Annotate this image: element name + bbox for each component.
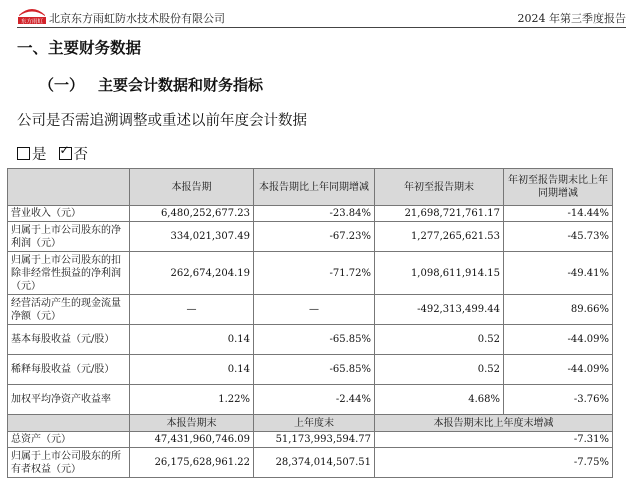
table-row xyxy=(8,222,613,252)
restatement-options xyxy=(17,143,100,164)
header-cell: 本报告期比上年同期增减 xyxy=(254,169,375,206)
cell-ytd-change: -49.41% xyxy=(504,252,613,295)
cell-current-end: 26,175,628,961.22 xyxy=(130,448,254,478)
cell-current: 262,674,204.19 xyxy=(130,252,254,295)
cell-current-change: -2.44% xyxy=(254,385,375,415)
cell-ytd-change: 89.66% xyxy=(504,295,613,325)
cell-ytd-change: -3.76% xyxy=(504,385,613,415)
table-row xyxy=(8,385,613,415)
cell-current: — xyxy=(130,295,254,325)
table-subheader-row xyxy=(8,415,613,432)
cell-change: -7.31% xyxy=(375,432,613,448)
cell-current-change: -67.23% xyxy=(254,222,375,252)
cell-current-change: -71.72% xyxy=(254,252,375,295)
cell-ytd-change: -44.09% xyxy=(504,325,613,355)
header-cell: 本报告期末 xyxy=(130,415,254,432)
table-row xyxy=(8,206,613,222)
header-cell: 本报告期末比上年度末增减 xyxy=(375,415,613,432)
row-label: 营业收入（元） xyxy=(8,206,130,222)
header-divider xyxy=(17,27,626,28)
option-yes-label: 是 xyxy=(32,147,47,163)
cell-current: 0.14 xyxy=(130,355,254,385)
section-title: 一、主要财务数据 xyxy=(17,38,142,57)
checkbox-unchecked-icon[interactable] xyxy=(17,147,30,160)
table-header-row xyxy=(8,169,613,206)
svg-text:东方雨虹: 东方雨虹 xyxy=(20,19,44,25)
cell-last-year-end: 51,173,993,594.77 xyxy=(254,432,375,448)
table-row xyxy=(8,295,613,325)
cell-ytd: 0.52 xyxy=(375,355,504,385)
table-row xyxy=(8,432,613,448)
cell-current-change: — xyxy=(254,295,375,325)
row-label: 总资产（元） xyxy=(8,432,130,448)
subsection-label: 主要会计数据和财务指标 xyxy=(98,76,264,94)
cell-ytd: 4.68% xyxy=(375,385,504,415)
page-header xyxy=(0,0,640,28)
row-label: 归属于上市公司股东的净利润（元） xyxy=(8,222,130,252)
row-label: 基本每股收益（元/股） xyxy=(8,325,130,355)
restatement-question: 公司是否需追溯调整或重述以前年度会计数据 xyxy=(17,113,307,129)
subsection-title xyxy=(17,74,263,95)
table-row xyxy=(8,355,613,385)
cell-current: 0.14 xyxy=(130,325,254,355)
header-cell: 本报告期 xyxy=(130,169,254,206)
cell-ytd: -492,313,499.44 xyxy=(375,295,504,325)
cell-current: 1.22% xyxy=(130,385,254,415)
option-no-label: 否 xyxy=(73,147,88,163)
header-cell: 年初至报告期末比上年同期增减 xyxy=(504,169,613,206)
cell-current: 6,480,252,677.23 xyxy=(130,206,254,222)
cell-current-change: -65.85% xyxy=(254,325,375,355)
cell-change: -7.75% xyxy=(375,448,613,478)
cell-last-year-end: 28,374,014,507.51 xyxy=(254,448,375,478)
cell-current: 334,021,307.49 xyxy=(130,222,254,252)
cell-ytd-change: -44.09% xyxy=(504,355,613,385)
cell-ytd: 1,277,265,621.53 xyxy=(375,222,504,252)
subsection-number: （一） xyxy=(39,76,85,94)
row-label: 归属于上市公司股东的扣除非经常性损益的净利润（元） xyxy=(8,252,130,295)
cell-ytd: 0.52 xyxy=(375,325,504,355)
cell-current-change: -65.85% xyxy=(254,355,375,385)
cell-ytd: 1,098,611,914.15 xyxy=(375,252,504,295)
row-label: 经营活动产生的现金流量净额（元） xyxy=(8,295,130,325)
header-cell: 年初至报告期末 xyxy=(375,169,504,206)
cell-current-end: 47,431,960,746.09 xyxy=(130,432,254,448)
cell-ytd-change: -14.44% xyxy=(504,206,613,222)
company-logo xyxy=(17,6,47,25)
cell-current-change: -23.84% xyxy=(254,206,375,222)
row-label: 稀释每股收益（元/股） xyxy=(8,355,130,385)
cell-ytd: 21,698,721,761.17 xyxy=(375,206,504,222)
header-cell: 上年度末 xyxy=(254,415,375,432)
company-name: 北京东方雨虹防水技术股份有限公司 xyxy=(49,12,225,25)
report-period: 2024 年第三季度报告 xyxy=(517,12,626,25)
header-cell xyxy=(8,415,130,432)
checkbox-checked-icon[interactable] xyxy=(59,147,72,160)
table-row xyxy=(8,252,613,295)
row-label: 归属于上市公司股东的所有者权益（元） xyxy=(8,448,130,478)
financial-data-table xyxy=(7,168,613,478)
table-row xyxy=(8,325,613,355)
option-no[interactable] xyxy=(59,147,89,163)
cell-ytd-change: -45.73% xyxy=(504,222,613,252)
header-cell xyxy=(8,169,130,206)
row-label: 加权平均净资产收益率 xyxy=(8,385,130,415)
option-yes[interactable] xyxy=(17,147,47,163)
table-row xyxy=(8,448,613,478)
